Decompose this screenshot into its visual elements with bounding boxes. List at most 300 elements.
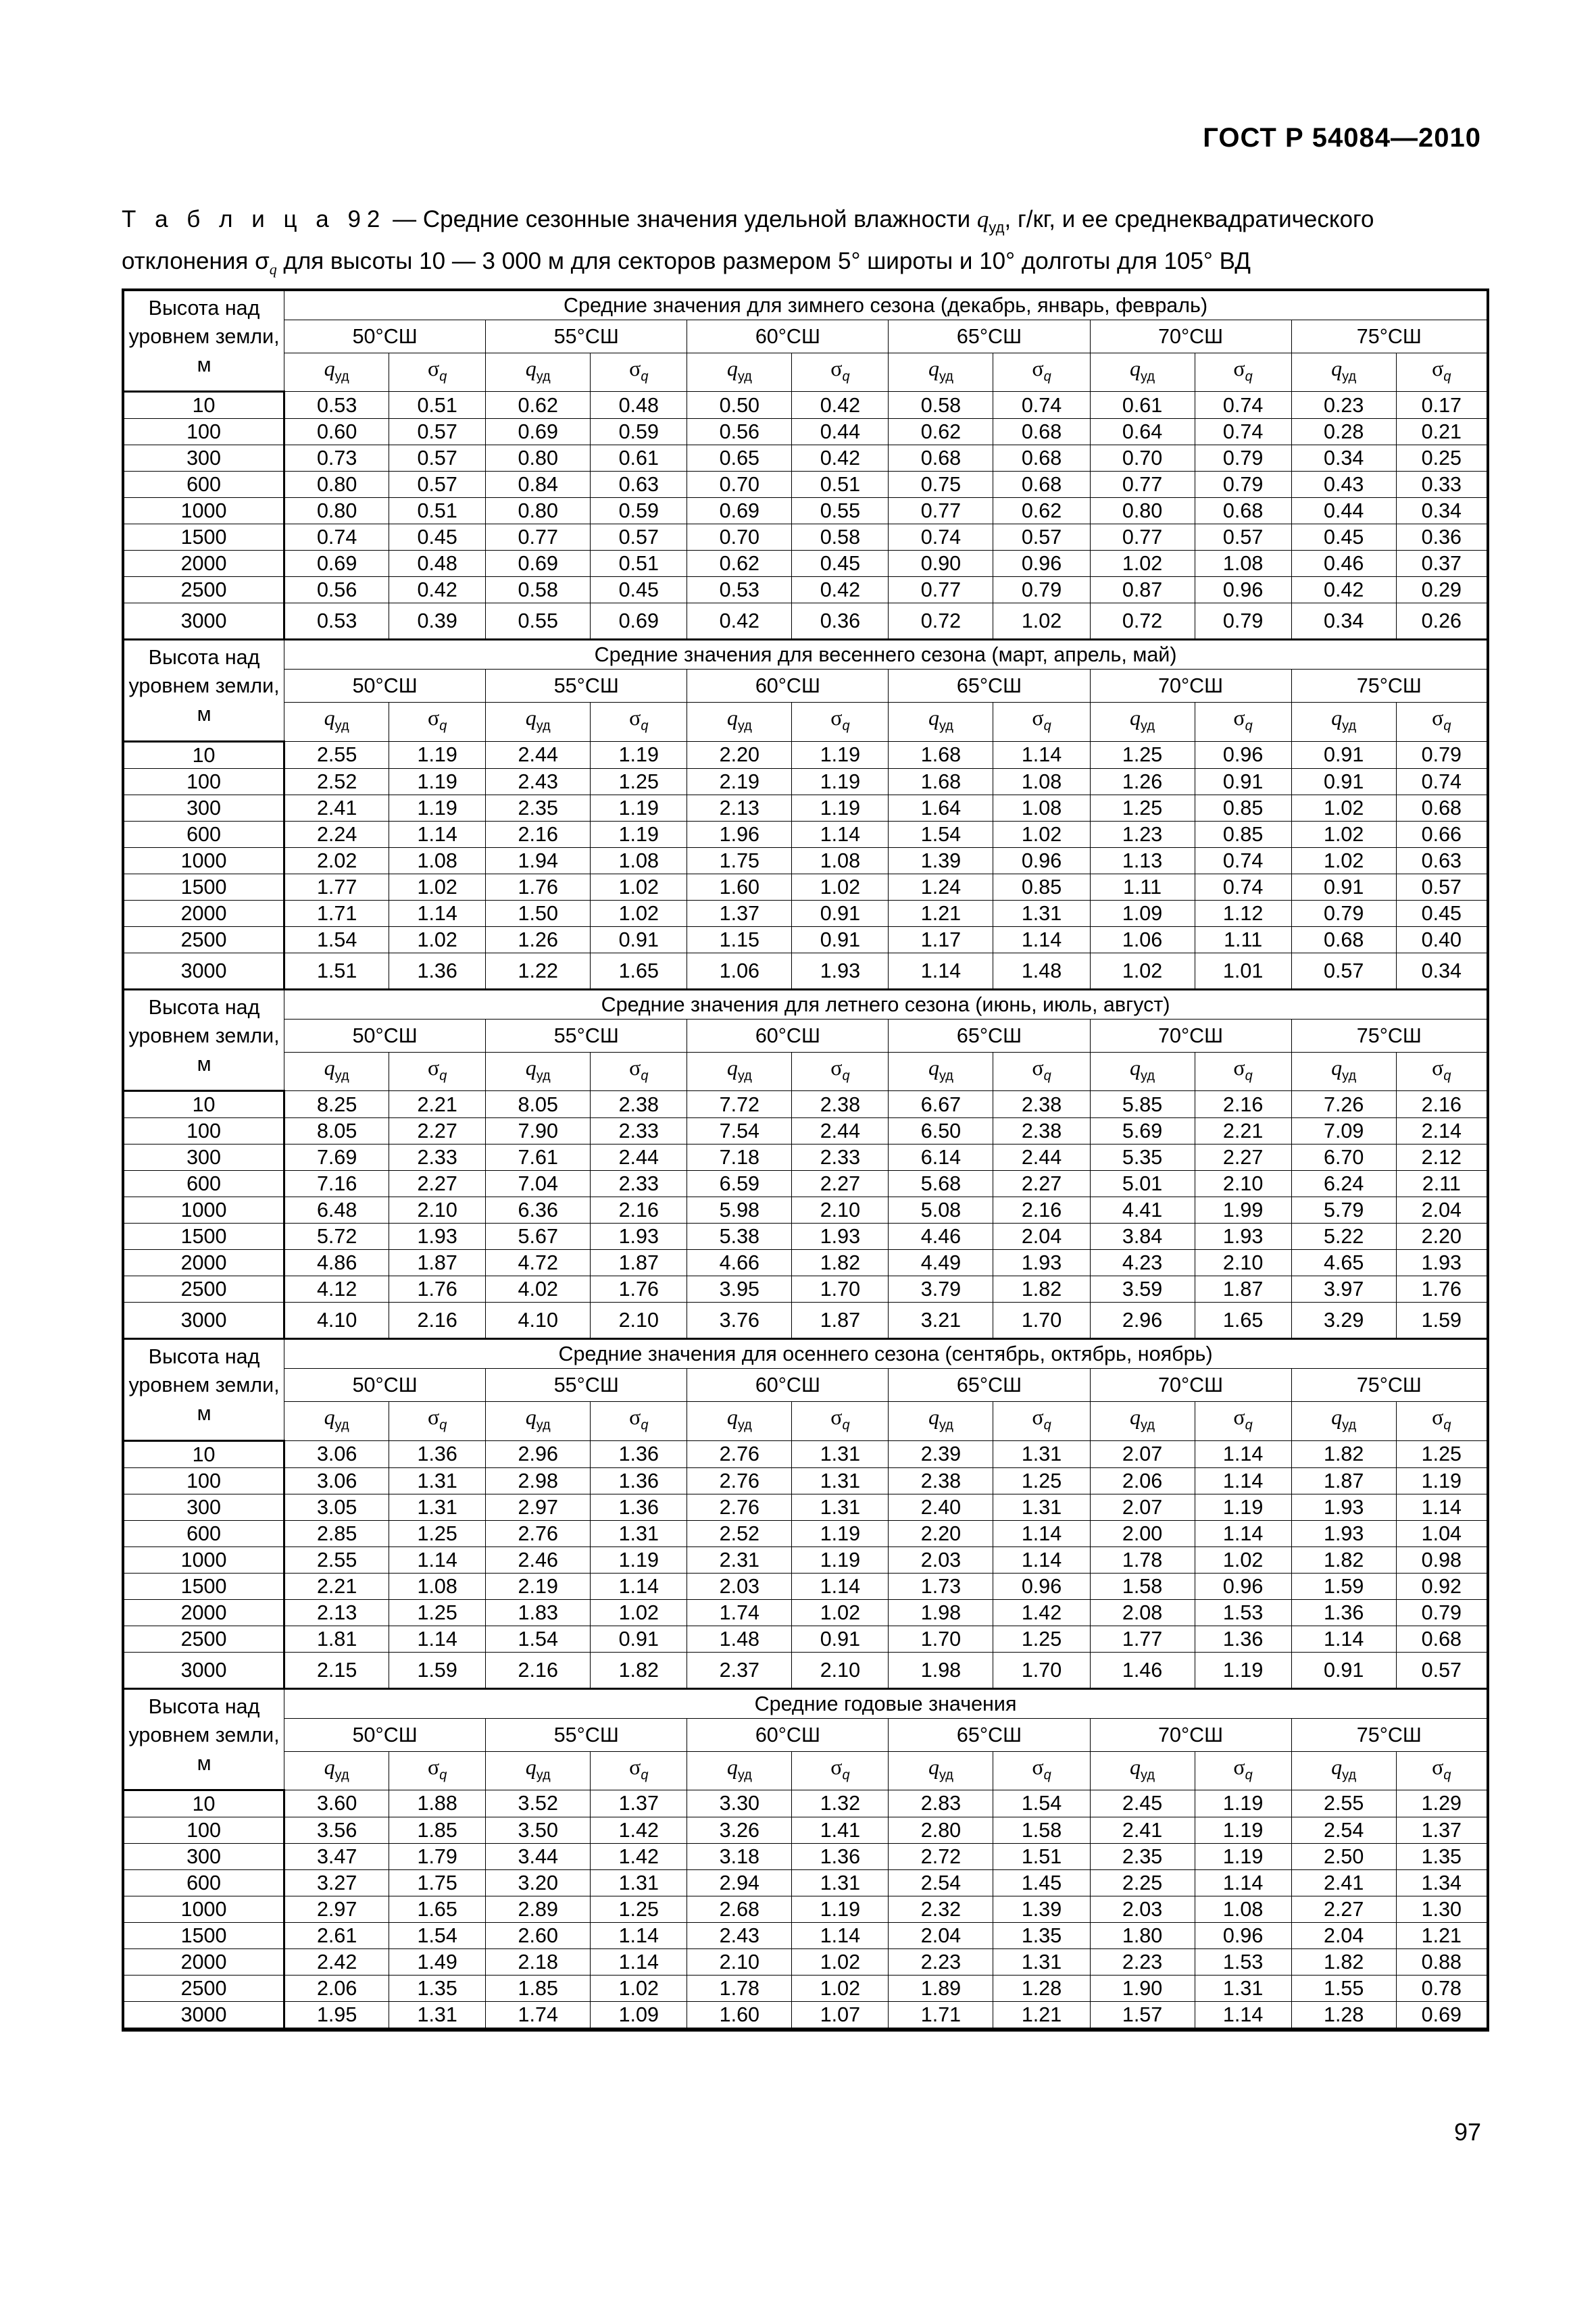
sigma-value: 1.31 — [792, 1869, 889, 1896]
sigma-value: 1.08 — [993, 795, 1090, 821]
q-value: 7.61 — [486, 1145, 591, 1171]
q-value: 3.29 — [1291, 1303, 1396, 1339]
sigma-value: 0.79 — [1195, 603, 1291, 640]
sigma-value: 1.65 — [1195, 1303, 1291, 1339]
q-subscript: уд — [1141, 1068, 1155, 1084]
q-value: 7.04 — [486, 1171, 591, 1197]
q-value: 2.44 — [486, 741, 591, 768]
sigma-value: 1.75 — [389, 1869, 486, 1896]
sigma-value: 0.68 — [993, 419, 1090, 445]
table-row — [124, 2001, 1487, 2028]
q-value: 1.25 — [1090, 741, 1195, 768]
q-value: 0.56 — [284, 577, 389, 603]
sigma-value: 1.87 — [591, 1250, 687, 1276]
sigma-symbol: σ — [427, 1055, 440, 1080]
q-symbol-header — [486, 1751, 591, 1790]
sigma-value: 1.02 — [1195, 1546, 1291, 1573]
height-value: 1000 — [124, 1896, 284, 1922]
sigma-value: 2.38 — [591, 1091, 687, 1118]
latitude-header: 60°СШ — [687, 1019, 889, 1052]
table-row — [124, 419, 1487, 445]
sigma-value: 1.35 — [1396, 1843, 1487, 1869]
q-symbol: q — [928, 1405, 939, 1430]
sigma-value: 1.19 — [591, 1546, 687, 1573]
latitude-header: 50°СШ — [284, 1369, 486, 1402]
q-subscript: уд — [737, 1767, 752, 1782]
sigma-symbol: σ — [1233, 1405, 1245, 1430]
sigma-symbol: σ — [427, 1405, 440, 1430]
table-row — [124, 741, 1487, 768]
q-value: 4.65 — [1291, 1250, 1396, 1276]
table-row — [124, 1440, 1487, 1467]
height-value: 600 — [124, 1520, 284, 1546]
sigma-value: 1.19 — [1195, 1652, 1291, 1688]
q-value: 3.27 — [284, 1869, 389, 1896]
q-value: 2.21 — [284, 1573, 389, 1599]
q-symbol: q — [1130, 356, 1141, 380]
sigma-value: 1.70 — [993, 1652, 1090, 1688]
q-value: 1.58 — [1090, 1573, 1195, 1599]
sigma-value: 1.36 — [591, 1467, 687, 1494]
q-value: 5.35 — [1090, 1145, 1195, 1171]
sigma-value: 1.93 — [792, 953, 889, 989]
q-value: 1.98 — [889, 1599, 993, 1626]
sigma-value: 1.14 — [1195, 1520, 1291, 1546]
q-symbol: q — [726, 1754, 738, 1779]
sigma-value: 1.19 — [792, 1896, 889, 1922]
sigma-value: 0.42 — [792, 392, 889, 419]
q-value: 3.79 — [889, 1276, 993, 1303]
q-value: 0.77 — [889, 577, 993, 603]
q-subscript: уд — [737, 369, 752, 384]
sigma-subscript: q — [641, 718, 649, 734]
sigma-subscript: q — [1443, 1767, 1451, 1782]
table-caption — [122, 203, 1487, 286]
q-value: 2.76 — [687, 1494, 792, 1520]
sigma-value: 0.34 — [1396, 498, 1487, 524]
sigma-value: 1.14 — [591, 1922, 687, 1948]
sigma-value: 1.14 — [1396, 1494, 1487, 1520]
sigma-value: 1.79 — [389, 1843, 486, 1869]
sigma-value: 2.04 — [993, 1224, 1090, 1250]
q-symbol-header — [687, 1402, 792, 1440]
q-symbol-header — [687, 1751, 792, 1790]
q-value: 1.74 — [486, 2001, 591, 2028]
q-symbol-header — [1090, 1052, 1195, 1090]
sigma-value: 0.98 — [1396, 1546, 1487, 1573]
sigma-value: 1.41 — [792, 1817, 889, 1843]
sigma-subscript: q — [1043, 1417, 1051, 1433]
q-value: 2.16 — [486, 1652, 591, 1688]
q-value: 3.05 — [284, 1494, 389, 1520]
q-value: 7.69 — [284, 1145, 389, 1171]
sigma-value: 2.16 — [993, 1197, 1090, 1224]
sigma-value: 0.57 — [993, 524, 1090, 551]
q-value: 2.23 — [889, 1948, 993, 1975]
sigma-value: 1.02 — [591, 1975, 687, 2001]
q-symbol-header — [1090, 353, 1195, 392]
q-value: 3.50 — [486, 1817, 591, 1843]
q-value: 2.98 — [486, 1467, 591, 1494]
q-value: 1.76 — [486, 874, 591, 900]
sigma-value: 1.19 — [1396, 1467, 1487, 1494]
q-symbol: q — [324, 705, 335, 730]
sigma-symbol-header — [591, 1402, 687, 1440]
q-value: 2.07 — [1090, 1440, 1195, 1467]
height-value: 300 — [124, 1494, 284, 1520]
q-symbol-header — [889, 1751, 993, 1790]
q-value: 0.57 — [1291, 953, 1396, 989]
q-symbol: q — [324, 356, 335, 380]
q-value: 0.42 — [687, 603, 792, 640]
sigma-value: 1.48 — [993, 953, 1090, 989]
q-subscript: уд — [1141, 369, 1155, 384]
sigma-value: 0.69 — [591, 603, 687, 640]
sigma-value: 1.42 — [993, 1599, 1090, 1626]
sigma-value: 1.19 — [792, 1520, 889, 1546]
q-value: 1.83 — [486, 1599, 591, 1626]
sigma-value: 1.31 — [993, 900, 1090, 926]
sigma-value: 2.11 — [1396, 1171, 1487, 1197]
q-value: 0.74 — [889, 524, 993, 551]
sigma-value: 1.82 — [993, 1276, 1090, 1303]
height-value: 100 — [124, 419, 284, 445]
q-value: 2.16 — [486, 821, 591, 847]
sigma-value: 1.19 — [792, 741, 889, 768]
q-value: 4.49 — [889, 1250, 993, 1276]
q-value: 8.05 — [284, 1118, 389, 1145]
table-row — [124, 795, 1487, 821]
latitude-header: 65°СШ — [889, 320, 1090, 353]
q-value: 2.68 — [687, 1896, 792, 1922]
q-value: 0.23 — [1291, 392, 1396, 419]
q-symbol: q — [525, 356, 537, 380]
q-value: 2.89 — [486, 1896, 591, 1922]
sigma-symbol: σ — [629, 1055, 641, 1080]
q-value: 3.95 — [687, 1276, 792, 1303]
q-symbol-header — [889, 1402, 993, 1440]
q-value: 6.24 — [1291, 1171, 1396, 1197]
q-subscript: уд — [737, 718, 752, 734]
sigma-value: 2.27 — [792, 1171, 889, 1197]
q-value: 1.90 — [1090, 1975, 1195, 2001]
sigma-subscript: q — [439, 369, 447, 384]
sigma-symbol-header — [1396, 1751, 1487, 1790]
q-symbol-header — [284, 1751, 389, 1790]
sigma-symbol-header — [591, 353, 687, 392]
sigma-value: 1.02 — [591, 874, 687, 900]
sigma-symbol-header — [1396, 703, 1487, 741]
symbol-header-row — [124, 1751, 1487, 1790]
sigma-value: 0.63 — [1396, 847, 1487, 874]
sigma-value: 1.93 — [389, 1224, 486, 1250]
latitude-header-row — [124, 320, 1487, 353]
sigma-value: 0.37 — [1396, 551, 1487, 577]
q-subscript: уд — [1342, 1767, 1357, 1782]
sigma-value: 1.14 — [792, 1573, 889, 1599]
q-value: 0.77 — [1090, 472, 1195, 498]
q-value: 0.56 — [687, 419, 792, 445]
sigma-value: 1.14 — [389, 1626, 486, 1652]
table-row — [124, 1303, 1487, 1339]
latitude-header-row — [124, 1369, 1487, 1402]
sigma-value: 1.08 — [591, 847, 687, 874]
sigma-value: 1.25 — [591, 1896, 687, 1922]
sigma-value: 1.35 — [993, 1922, 1090, 1948]
q-value: 2.24 — [284, 821, 389, 847]
season-title: Средние годовые значения — [284, 1688, 1487, 1718]
q-value: 1.22 — [486, 953, 591, 989]
q-value: 6.59 — [687, 1171, 792, 1197]
sigma-value: 0.45 — [1396, 900, 1487, 926]
latitude-header: 55°СШ — [486, 1019, 687, 1052]
sigma-value: 1.01 — [1195, 953, 1291, 989]
sigma-value: 2.44 — [792, 1118, 889, 1145]
symbol-header-row — [124, 703, 1487, 741]
q-value: 3.06 — [284, 1467, 389, 1494]
latitude-header: 55°СШ — [486, 1718, 687, 1751]
sigma-value: 1.31 — [993, 1494, 1090, 1520]
q-value: 2.19 — [687, 768, 792, 795]
q-value: 3.44 — [486, 1843, 591, 1869]
sigma-subscript: q — [842, 718, 850, 734]
sigma-symbol-header — [1396, 1052, 1487, 1090]
q-value: 2.20 — [687, 741, 792, 768]
latitude-header: 75°СШ — [1291, 1019, 1487, 1052]
q-symbol: q — [525, 705, 537, 730]
sigma-symbol-header — [792, 1751, 889, 1790]
sigma-subscript: q — [1245, 369, 1253, 384]
q-value: 5.22 — [1291, 1224, 1396, 1250]
table-row — [124, 524, 1487, 551]
q-value: 2.50 — [1291, 1843, 1396, 1869]
sigma-value: 1.42 — [591, 1817, 687, 1843]
q-value: 0.80 — [284, 472, 389, 498]
sigma-value: 0.68 — [993, 445, 1090, 472]
sigma-symbol: σ — [629, 356, 641, 380]
sigma-value: 1.14 — [993, 926, 1090, 953]
latitude-header: 55°СШ — [486, 670, 687, 703]
sigma-value: 1.36 — [1195, 1626, 1291, 1652]
sigma-value: 1.35 — [389, 1975, 486, 2001]
q-value: 2.32 — [889, 1896, 993, 1922]
height-value: 2500 — [124, 577, 284, 603]
sigma-value: 2.27 — [389, 1171, 486, 1197]
sigma-value: 0.74 — [1195, 874, 1291, 900]
q-value: 1.50 — [486, 900, 591, 926]
q-value: 1.06 — [687, 953, 792, 989]
sigma-value: 0.66 — [1396, 821, 1487, 847]
height-column-header: Высота над уровнем земли, м — [124, 291, 284, 392]
q-symbol: q — [525, 1055, 537, 1080]
height-value: 100 — [124, 1467, 284, 1494]
sigma-symbol-header — [591, 1751, 687, 1790]
sigma-value: 1.76 — [389, 1276, 486, 1303]
sigma-symbol-header — [1396, 1402, 1487, 1440]
sigma-value: 0.96 — [1195, 1573, 1291, 1599]
sigma-symbol-header — [1195, 1052, 1291, 1090]
sigma-value: 2.38 — [993, 1118, 1090, 1145]
sigma-value: 0.92 — [1396, 1573, 1487, 1599]
sigma-value: 1.88 — [389, 1790, 486, 1817]
sigma-value: 0.51 — [389, 498, 486, 524]
sigma-value: 1.65 — [591, 953, 687, 989]
sigma-value: 0.36 — [1396, 524, 1487, 551]
sigma-value: 0.96 — [1195, 741, 1291, 768]
sigma-value: 0.88 — [1396, 1948, 1487, 1975]
height-value: 2000 — [124, 900, 284, 926]
q-value: 0.53 — [687, 577, 792, 603]
q-value: 0.70 — [1090, 445, 1195, 472]
q-value: 8.25 — [284, 1091, 389, 1118]
q-symbol-header — [284, 703, 389, 741]
sigma-value: 2.04 — [1396, 1197, 1487, 1224]
q-value: 1.11 — [1090, 874, 1195, 900]
sigma-value: 1.14 — [993, 1546, 1090, 1573]
q-value: 0.50 — [687, 392, 792, 419]
sigma-symbol-header — [993, 1052, 1090, 1090]
height-value: 3000 — [124, 1303, 284, 1339]
q-value: 3.76 — [687, 1303, 792, 1339]
q-value: 1.82 — [1291, 1546, 1396, 1573]
q-value: 5.38 — [687, 1224, 792, 1250]
q-value: 1.48 — [687, 1626, 792, 1652]
q-value: 1.87 — [1291, 1467, 1396, 1494]
q-value: 1.80 — [1090, 1922, 1195, 1948]
q-symbol: q — [324, 1754, 335, 1779]
table-row — [124, 603, 1487, 640]
q-value: 2.20 — [889, 1520, 993, 1546]
sigma-value: 1.02 — [591, 1599, 687, 1626]
q-value: 4.86 — [284, 1250, 389, 1276]
sigma-value: 0.51 — [591, 551, 687, 577]
q-value: 1.02 — [1291, 795, 1396, 821]
height-column-header: Высота над уровнем земли, м — [124, 1339, 284, 1440]
table-row — [124, 1467, 1487, 1494]
sigma-subscript: q — [1443, 718, 1451, 734]
sigma-subscript: q — [1443, 1068, 1451, 1084]
sigma-value: 1.93 — [993, 1250, 1090, 1276]
sigma-value: 2.16 — [389, 1303, 486, 1339]
q-value: 3.18 — [687, 1843, 792, 1869]
q-value: 4.41 — [1090, 1197, 1195, 1224]
table-row — [124, 1171, 1487, 1197]
q-value: 0.45 — [1291, 524, 1396, 551]
sigma-value: 2.44 — [591, 1145, 687, 1171]
q-value: 3.47 — [284, 1843, 389, 1869]
sigma-symbol-header — [792, 353, 889, 392]
q-symbol: q — [928, 705, 939, 730]
sigma-value: 2.27 — [389, 1118, 486, 1145]
sigma-value: 0.91 — [591, 926, 687, 953]
sigma-value: 0.26 — [1396, 603, 1487, 640]
sigma-value: 0.45 — [591, 577, 687, 603]
q-value: 4.10 — [284, 1303, 389, 1339]
height-value: 3000 — [124, 1652, 284, 1688]
sigma-symbol-header — [792, 1402, 889, 1440]
caption-sigma-symbol: σ — [255, 248, 270, 274]
sigma-subscript: q — [439, 1068, 447, 1084]
q-value: 0.79 — [1291, 900, 1396, 926]
sigma-value: 1.19 — [1195, 1843, 1291, 1869]
q-value: 0.62 — [889, 419, 993, 445]
sigma-value: 2.38 — [993, 1091, 1090, 1118]
q-value: 2.54 — [1291, 1817, 1396, 1843]
sigma-symbol-header — [792, 703, 889, 741]
page-number: 97 — [1453, 2118, 1481, 2146]
season-title: Средние значения для зимнего сезона (декабрь, январь, февраль) — [284, 291, 1487, 320]
sigma-value: 0.96 — [1195, 577, 1291, 603]
sigma-value: 1.93 — [792, 1224, 889, 1250]
height-value: 3000 — [124, 953, 284, 989]
sigma-value: 1.02 — [792, 1948, 889, 1975]
sigma-value: 1.12 — [1195, 900, 1291, 926]
sigma-value: 1.14 — [389, 821, 486, 847]
sigma-value: 1.31 — [792, 1440, 889, 1467]
sigma-value: 2.38 — [792, 1091, 889, 1118]
q-value: 2.76 — [486, 1520, 591, 1546]
height-value: 300 — [124, 1843, 284, 1869]
q-subscript: уд — [1342, 1417, 1357, 1433]
q-symbol-header — [1291, 703, 1396, 741]
q-value: 0.42 — [1291, 577, 1396, 603]
q-value: 3.84 — [1090, 1224, 1195, 1250]
q-symbol-header — [1090, 703, 1195, 741]
q-symbol-header — [687, 703, 792, 741]
q-subscript: уд — [536, 1767, 551, 1782]
sigma-value: 0.74 — [1195, 392, 1291, 419]
sigma-value: 1.02 — [792, 1975, 889, 2001]
sigma-symbol-header — [792, 1052, 889, 1090]
sigma-value: 1.14 — [1195, 1467, 1291, 1494]
q-value: 2.41 — [1090, 1817, 1195, 1843]
q-value: 2.18 — [486, 1948, 591, 1975]
q-value: 2.41 — [1291, 1869, 1396, 1896]
q-symbol-header — [889, 353, 993, 392]
q-symbol: q — [324, 1405, 335, 1430]
table-row — [124, 1276, 1487, 1303]
sigma-value: 0.42 — [792, 445, 889, 472]
latitude-header: 75°СШ — [1291, 320, 1487, 353]
q-value: 0.84 — [486, 472, 591, 498]
table-row — [124, 1573, 1487, 1599]
q-value: 0.91 — [1291, 741, 1396, 768]
table-row — [124, 1975, 1487, 2001]
caption-text-end: для высоты 10 — 3 000 м для секторов размером 5° широты и 10° долготы для 105° ВД — [276, 248, 1251, 274]
sigma-subscript: q — [1245, 718, 1253, 734]
season-title: Средние значения для летнего сезона (июнь, июль, август) — [284, 989, 1487, 1019]
sigma-value: 1.99 — [1195, 1197, 1291, 1224]
height-column-header: Высота над уровнем земли, м — [124, 989, 284, 1090]
q-value: 2.45 — [1090, 1790, 1195, 1817]
sigma-value: 1.21 — [1396, 1922, 1487, 1948]
q-value: 0.60 — [284, 419, 389, 445]
height-value: 100 — [124, 1118, 284, 1145]
latitude-header: 55°СШ — [486, 1369, 687, 1402]
sigma-subscript: q — [641, 1417, 649, 1433]
table-row — [124, 1091, 1487, 1118]
q-value: 5.72 — [284, 1224, 389, 1250]
sigma-value: 1.70 — [792, 1276, 889, 1303]
sigma-value: 0.57 — [389, 472, 486, 498]
q-value: 2.96 — [1090, 1303, 1195, 1339]
table-row — [124, 577, 1487, 603]
sigma-subscript: q — [1443, 369, 1451, 384]
q-value: 1.37 — [687, 900, 792, 926]
table-row — [124, 1948, 1487, 1975]
q-symbol-header — [1291, 1402, 1396, 1440]
table-row — [124, 1626, 1487, 1652]
